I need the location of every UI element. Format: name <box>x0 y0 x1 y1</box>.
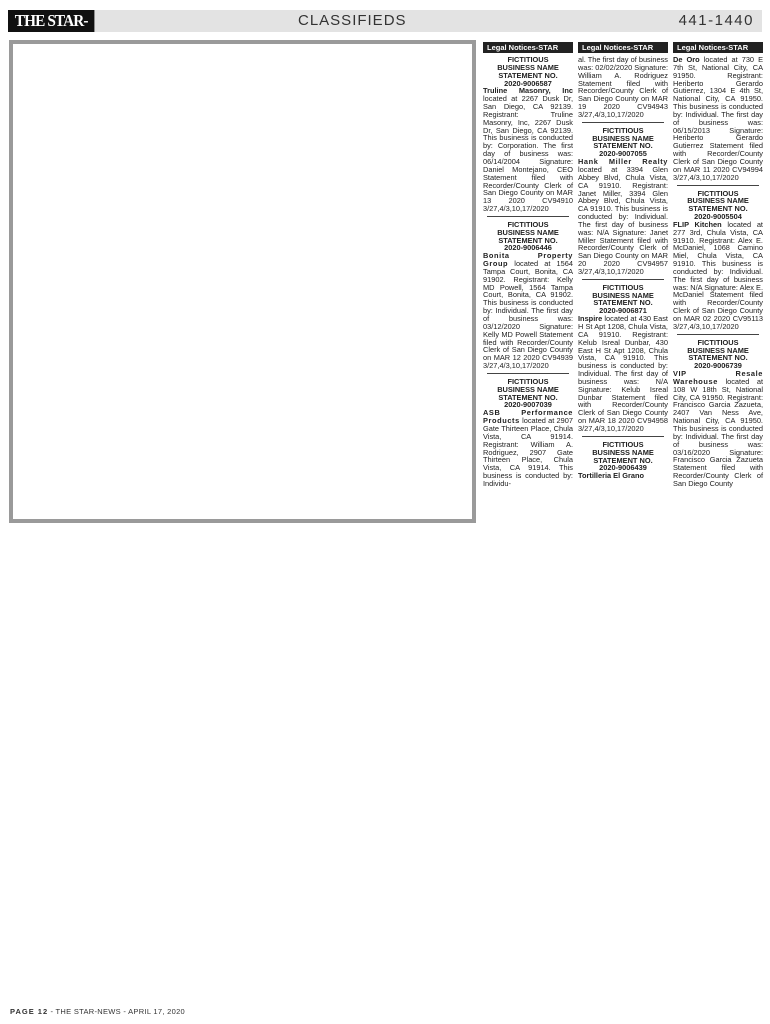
footer-text: - THE STAR-NEWS - APRIL 17, 2020 <box>48 1007 186 1016</box>
notice-text: located at 2907 Gate Thirteen Place, Chula Vista, CA 91914. Registrant: William A. Rodriguez, 2907 Gate Thirteen Place, Chula Vista, CA 91914. This business is conducted by: Individu- <box>483 416 573 488</box>
notice-body <box>578 315 668 433</box>
blank-ad-space <box>9 40 476 523</box>
notice-body <box>673 221 763 331</box>
phone-number: 441-1440 <box>678 12 754 29</box>
business-name: FLIP Kitchen <box>673 219 722 229</box>
business-name: ASB Performance Products <box>483 408 573 426</box>
notice-heading <box>578 284 668 315</box>
notice-heading-line: FICTITIOUS <box>602 282 644 292</box>
notice-heading-line: STATEMENT NO. <box>688 204 748 214</box>
notice-body <box>673 370 763 488</box>
column-header: Legal Notices-STAR <box>673 42 763 53</box>
notice-heading-line: FICTITIOUS <box>697 188 739 198</box>
notice-divider <box>677 334 759 335</box>
notice-heading-line: 2020-9006739 <box>694 361 742 371</box>
notice-heading-line: STATEMENT NO. <box>593 455 653 465</box>
notice-heading-line: 2020-9007055 <box>599 149 647 159</box>
notice-divider <box>487 373 569 374</box>
notice-heading-line: 2020-9007039 <box>504 400 552 410</box>
notice-body <box>673 56 763 182</box>
notice-heading-line: FICTITIOUS <box>507 55 549 64</box>
notice-heading <box>673 190 763 221</box>
business-name: Hank Miller Realty <box>578 157 668 167</box>
section-title: CLASSIFIEDS <box>298 12 407 29</box>
notice-text: located at 1564 Tampa Court, Bonita, CA 91902. Registrant: Kelly MD Powell, 1564 Tampa Court, Bonita, CA 91902. This business is conducted by: Individual. The first day of business was: 03/12/2020 Signature: Kelly MD Powell Statement filed with Recorder/County Clerk of San Diego County on MAR 12 2020 CV94939 3/27,4/3,10,17/2020 <box>483 259 573 371</box>
notice-text: al. The first day of business was: 02/02/2020 Signature: William A. Rodriguez Statement filed with Recorder/County Clerk of San Diego County on MAR 19 2020 CV94943 3/27,4/3,10,17/2020 <box>578 55 668 119</box>
notice-text: located at 430 East H St Apt 1208, Chula Vista, CA 91910. Registrant: Kelub Isreal Dunbar, 430 East H St Apt 1208, Chula Vista, CA 91910. This business is conducted by: Individual. The first day of business was: N/A Signature: Kelub Isreal Dunbar Statement filed with Recorder/County Clerk of San Diego County on MAR 18 2020 CV94958 3/27,4/3,10,17/2020 <box>578 314 668 433</box>
business-name: VIP Resale Warehouse <box>673 369 763 386</box>
notice-heading-line: STATEMENT NO. <box>498 392 558 402</box>
business-name: Truline Masonry, Inc <box>483 86 573 96</box>
notice-heading-line: STATEMENT NO. <box>593 298 653 308</box>
page-footer <box>10 1007 185 1016</box>
notice-heading-line: 2020-9006446 <box>504 243 552 253</box>
notice-heading <box>578 127 668 158</box>
notice-body <box>578 472 668 480</box>
notice-heading-line: BUSINESS NAME <box>592 290 654 300</box>
notice-heading-line: BUSINESS NAME <box>687 345 749 355</box>
notice-heading-line: FICTITIOUS <box>697 337 739 347</box>
notice-heading-line: 2020-9005504 <box>694 212 742 222</box>
notice-heading-line: FICTITIOUS <box>602 439 644 449</box>
notice-heading-line: BUSINESS NAME <box>497 384 559 394</box>
notice-heading-line: STATEMENT NO. <box>688 353 748 363</box>
business-name: Inspire <box>578 314 603 324</box>
notice-text: located at 108 W 18th St, National City, CA 91950. Registrant: Francisco Garcia Zazueta, 2407 Van Ness Ave, National City, CA 91950. This business is conducted by: Individual. The first day of business was: 03/16/2020 Signature: Francisco Garcia Zazueta Statement filed with Recorder/County Clerk of San Diego County <box>673 376 763 488</box>
notice-heading <box>673 339 763 370</box>
newspaper-logo: THE STAR- <box>8 10 94 32</box>
notice-divider <box>582 122 664 123</box>
notice-divider <box>582 436 664 437</box>
page-number: PAGE 12 <box>10 1007 49 1016</box>
business-name: De Oro <box>673 55 700 64</box>
notice-text: located at 730 E 7th St, National City, CA 91950. Registrant: Heriberto Gerardo Gutierrez, 1304 E 4th St, National City, CA 91950. This business is conducted by: Individual. The first day of business was: 06/15/2013 Signature: Heriberto Gerardo Gutierrez Statement filed with Recorder/County Clerk of San Diego County on MAR 11 2020 CV94994 3/27,4/3,10,17/2020 <box>673 55 763 182</box>
notice-heading-line: BUSINESS NAME <box>592 447 654 457</box>
notice-heading-line: 2020-9006871 <box>599 306 647 316</box>
notice-heading-line: STATEMENT NO. <box>498 235 558 245</box>
notice-heading <box>483 221 573 252</box>
notice-body <box>483 87 573 213</box>
business-name: Bonita Property Group <box>483 251 573 269</box>
classified-column-3 <box>673 42 763 488</box>
notice-heading-line: BUSINESS NAME <box>497 227 559 237</box>
notice-heading-line: FICTITIOUS <box>507 219 549 229</box>
notice-divider <box>487 216 569 217</box>
notice-heading <box>483 56 573 87</box>
notice-body <box>483 409 573 487</box>
notice-heading-line: FICTITIOUS <box>507 376 549 386</box>
notice-heading <box>578 441 668 472</box>
business-name: Tortilleria El Grano <box>578 471 644 481</box>
column-header: Legal Notices-STAR <box>578 42 668 53</box>
notice-body <box>578 158 668 276</box>
notice-heading-line: FICTITIOUS <box>602 125 644 135</box>
notice-heading-line: STATEMENT NO. <box>593 141 653 151</box>
notice-body <box>483 252 573 370</box>
classified-column-1 <box>483 42 573 488</box>
column-header: Legal Notices-STAR <box>483 42 573 53</box>
notice-heading-line: BUSINESS NAME <box>497 62 559 72</box>
page-header <box>8 10 762 32</box>
notice-heading-line: BUSINESS NAME <box>687 196 749 206</box>
notice-heading-line: 2020-9006439 <box>599 463 647 473</box>
notice-text: located at 277 3rd, Chula Vista, CA 91910. Registrant: Alex E. McDaniel, 1068 Camino Miel, Chula Vista, CA 91910. This business is conducted by: Individual. The first day of business was: N/A Signature: Alex E. McDaniel Statement filed with Recorder/County Clerk of San Diego County on MAR 02 2020 CV95113 3/27,4/3,10,17/2020 <box>673 219 763 331</box>
notice-heading-line: STATEMENT NO. <box>498 70 558 80</box>
classified-column-2 <box>578 42 668 480</box>
notice-heading <box>483 378 573 409</box>
notice-divider <box>677 185 759 186</box>
notice-divider <box>582 279 664 280</box>
notice-text: located at 3394 Glen Abbey Blvd, Chula Vista, CA 91910. Registrant: Janet Miller, 3394 Glen Abbey Blvd, Chula Vista, CA 91910. This business is conducted by: Individual. The first day of business was: N/A Signature: Janet Miller Statement filed with Recorder/County Clerk of San Diego County on MAR 20 2020 CV94957 3/27,4/3,10,17/2020 <box>578 164 668 276</box>
notice-heading-line: 2020-9006587 <box>504 78 552 88</box>
notice-body <box>578 56 668 119</box>
notice-heading-line: BUSINESS NAME <box>592 133 654 143</box>
notice-text: located at 2267 Dusk Dr, San Diego, CA 92139. Registrant: Truline Masonry, Inc, 2267 Dusk Dr, San Diego, CA 92139. This business is conducted by: Corporation. The first day of business was: 06/14/2004 Signature: Daniel Montejano, CEO Statement filed with Recorder/County Clerk of San Diego County on MAR 13 2020 CV94910 3/27,4/3,10,17/2020 <box>483 94 573 214</box>
